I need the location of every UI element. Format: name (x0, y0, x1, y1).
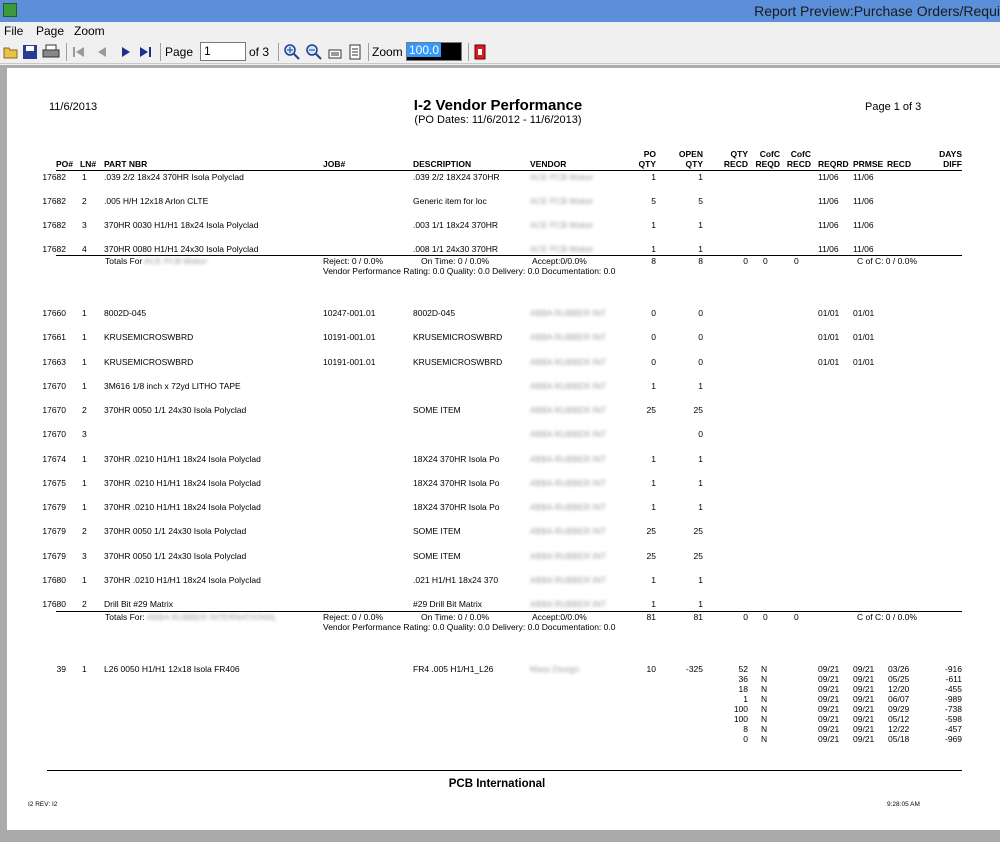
po-number: 17682 (42, 220, 66, 230)
page-number-input[interactable]: 1 (200, 42, 246, 61)
g2-qty-recd: 0 (743, 612, 748, 622)
description: 18X24 370HR Isola Po (413, 477, 500, 488)
part-number: KRUSEMICROSWBRD (104, 332, 194, 343)
col-open-qty-2: QTY (685, 159, 703, 169)
g2-cofc: C of C: 0 / 0.0% (857, 612, 917, 622)
line-number: 1 (82, 380, 87, 391)
header-rule (56, 170, 962, 171)
received-date: 12/20 (888, 684, 910, 694)
g3-po: 39 (56, 664, 66, 674)
qty-received: 100 (733, 714, 748, 724)
line-number: 2 (82, 196, 87, 206)
promise-date: 11/06 (853, 172, 874, 182)
po-number: 17679 (42, 502, 66, 512)
g1-totals-label: Totals For (105, 256, 143, 266)
reqrd-date: 09/21 (818, 724, 840, 734)
received-date: 06/07 (888, 694, 910, 704)
open-qty: 25 (693, 405, 703, 415)
promise-date: 01/01 (853, 332, 875, 343)
open-qty: 1 (698, 244, 703, 254)
cofc-required: N (761, 704, 768, 714)
qty-received: 0 (743, 734, 748, 744)
promise-date: 11/06 (853, 196, 874, 206)
vendor-name: ABBA RUBBER INT (530, 599, 607, 609)
title-bar (0, 0, 1000, 22)
line-number: 1 (82, 453, 87, 464)
line-number: 3 (82, 429, 87, 440)
promise-date: 11/06 (853, 244, 874, 254)
po-qty: 1 (651, 380, 656, 391)
g2-totals-label: Totals For: (105, 612, 145, 622)
vendor-name: ABBA RUBBER INT (530, 453, 607, 464)
promise-date: 01/01 (853, 308, 875, 318)
zoom-in-icon[interactable] (284, 44, 300, 60)
po-qty: 1 (651, 574, 656, 585)
g1-cofc-reqd: 0 (763, 256, 768, 266)
po-qty: 1 (651, 477, 656, 488)
description: Generic item for loc (413, 196, 487, 206)
reqrd-date: 01/01 (818, 356, 840, 367)
promise-date: 09/21 (853, 664, 875, 674)
report-page-label: Page 1 of 3 (865, 101, 922, 113)
line-number: 3 (82, 550, 87, 561)
po-qty: 0 (651, 356, 656, 367)
g1-rating: Vendor Performance Rating: 0.0 Quality: 0.0 Delivery: 0.0 Documentation: 0.0 (323, 266, 616, 276)
col-cofc-reqd-2: REQD (755, 159, 780, 169)
received-date: 09/29 (888, 704, 910, 714)
qty-received: 52 (738, 664, 748, 674)
open-qty: 1 (698, 220, 703, 230)
zoom-input[interactable] (406, 42, 462, 61)
menu-file[interactable]: File (4, 24, 24, 38)
g1-ontime: On Time: 0 / 0.0% (421, 256, 490, 266)
days-diff: -598 (944, 714, 962, 724)
vendor-name: ABBA RUBBER INT (530, 477, 607, 488)
po-qty: 25 (646, 526, 656, 537)
reqrd-date: 09/21 (818, 734, 840, 744)
col-qty-recd-1: QTY (730, 149, 748, 159)
col-prmse: PRMSE (853, 159, 884, 169)
next-page-icon[interactable] (120, 44, 132, 60)
part-number: .039 2/2 18x24 370HR Isola Polyclad (104, 172, 244, 182)
reqrd-date: 11/06 (818, 172, 839, 182)
footer-rule (47, 770, 962, 771)
g2-rating: Vendor Performance Rating: 0.0 Quality: 0.0 Delivery: 0.0 Documentation: 0.0 (323, 622, 616, 632)
col-cofc-reqd-1: CofC (759, 149, 780, 159)
footer-time: 9:28:05 AM (887, 801, 920, 808)
open-qty: 1 (698, 477, 703, 488)
description: SOME ITEM (413, 526, 461, 537)
vendor-name: ABBA RUBBER INT (530, 332, 607, 343)
po-number: 17680 (42, 599, 66, 609)
col-reqrd: REQRD (818, 159, 849, 169)
description: .008 1/1 24x30 370HR (413, 244, 499, 254)
open-qty: 1 (698, 380, 703, 391)
promise-date: 09/21 (853, 734, 875, 744)
g2-accept: Accept:0/0.0% (532, 612, 587, 622)
col-po: PO# (56, 159, 74, 169)
g2-cofc-recd: 0 (794, 612, 799, 622)
window-title: Report Preview:Purchase Orders/Requi (754, 3, 1000, 19)
po-qty: 1 (651, 502, 656, 512)
zoom-label: Zoom (372, 45, 403, 59)
po-number: 17670 (42, 380, 66, 391)
vendor-name: ACE PCB Maker (530, 196, 594, 206)
part-number: 370HR 0050 1/1 24x30 Isola Polyclad (104, 526, 247, 537)
reqrd-date: 01/01 (818, 308, 840, 318)
po-number: 17660 (42, 308, 66, 318)
first-page-icon[interactable] (72, 44, 86, 60)
vendor-name: ABBA RUBBER INT (530, 526, 607, 537)
po-qty: 0 (651, 308, 656, 318)
cofc-required: N (761, 714, 768, 724)
line-number: 1 (82, 308, 87, 318)
description: KRUSEMICROSWBRD (413, 332, 503, 343)
days-diff: -916 (944, 664, 962, 674)
received-date: 05/12 (888, 714, 910, 724)
description: .003 1/1 18x24 370HR (413, 220, 499, 230)
col-open-qty-1: OPEN (678, 149, 703, 159)
received-date: 12/22 (888, 724, 910, 734)
col-qty-recd-2: RECD (723, 159, 748, 169)
part-number: 3M616 1/8 inch x 72yd LITHO TAPE (104, 380, 241, 391)
col-cofc-recd-2: RECD (786, 159, 811, 169)
open-qty: 0 (698, 356, 703, 367)
job-number: 10191-001.01 (323, 332, 376, 343)
line-number: 1 (82, 502, 87, 512)
menu-bar (0, 22, 1000, 40)
g3-po-qty: 10 (646, 664, 656, 674)
open-qty: 1 (698, 172, 703, 182)
line-number: 1 (82, 477, 87, 488)
col-cofc-recd-1: CofC (790, 149, 811, 159)
open-qty: 1 (698, 502, 703, 512)
days-diff: -457 (944, 724, 962, 734)
col-po-qty-2: QTY (638, 159, 656, 169)
open-qty: 1 (698, 453, 703, 464)
menu-zoom[interactable]: Zoom (74, 24, 105, 38)
part-number: 8002D-045 (104, 308, 147, 318)
prev-page-icon[interactable] (96, 44, 108, 60)
qty-received: 1 (743, 694, 748, 704)
line-number: 2 (82, 405, 87, 415)
report-date: 11/6/2013 (49, 101, 98, 113)
reqrd-date: 11/06 (818, 196, 839, 206)
po-qty: 25 (646, 550, 656, 561)
last-page-icon[interactable] (138, 44, 152, 60)
page-label: Page (165, 45, 194, 59)
g1-open-total: 8 (698, 256, 703, 266)
qty-received: 8 (743, 724, 748, 734)
reqrd-date: 01/01 (818, 332, 840, 343)
vendor-name: ABBA RUBBER INT (530, 574, 607, 585)
vendor-name: ABBA RUBBER INT (530, 502, 607, 512)
page-width-icon[interactable] (328, 44, 342, 60)
zoom-out-icon[interactable] (306, 44, 322, 60)
vendor-name: ACE PCB Maker (530, 220, 594, 230)
po-number: 17674 (42, 453, 66, 464)
report-subtitle: (PO Dates: 11/6/2012 - 11/6/2013) (414, 114, 582, 126)
po-number: 17679 (42, 526, 66, 537)
description: 18X24 370HR Isola Po (413, 502, 500, 512)
g1-po-total: 8 (651, 256, 656, 266)
po-qty: 1 (651, 453, 656, 464)
reqrd-date: 11/06 (818, 244, 839, 254)
qty-received: 36 (738, 674, 748, 684)
g1-totals-vendor: ACE PCB Maker (144, 256, 208, 266)
promise-date: 09/21 (853, 724, 875, 734)
qty-received: 18 (738, 684, 748, 694)
reqrd-date: 11/06 (818, 220, 839, 230)
vendor-name: ABBA RUBBER INT (530, 429, 607, 440)
g1-reject: Reject: 0 / 0.0% (323, 256, 384, 266)
description: SOME ITEM (413, 405, 461, 415)
report-viewport[interactable] (0, 65, 1000, 842)
report-page (7, 68, 1000, 830)
promise-date: 09/21 (853, 674, 875, 684)
cofc-required: N (761, 674, 768, 684)
promise-date: 01/01 (853, 356, 875, 367)
po-qty: 1 (651, 599, 656, 609)
reqrd-date: 09/21 (818, 704, 840, 714)
open-qty: 0 (698, 429, 703, 440)
vendor-name: ABBA RUBBER INT (530, 380, 607, 391)
g3-part: L26 0050 H1/H1 12x18 Isola FR406 (104, 664, 240, 674)
vendor-name: ACE PCB Maker (530, 172, 594, 182)
g1-qty-recd: 0 (743, 256, 748, 266)
part-number: KRUSEMICROSWBRD (104, 356, 194, 367)
g1-cofc: C of C: 0 / 0.0% (857, 256, 917, 266)
line-number: 2 (82, 526, 87, 537)
po-number: 17682 (42, 244, 66, 254)
received-date: 05/25 (888, 674, 910, 684)
open-qty: 0 (698, 332, 703, 343)
po-number: 17682 (42, 196, 66, 206)
po-number: 17670 (42, 429, 66, 440)
days-diff: -969 (944, 734, 962, 744)
received-date: 03/26 (888, 664, 910, 674)
g2-totals-vendor: ABBA RUBBER INTERNATIONAL (147, 612, 277, 622)
reqrd-date: 09/21 (818, 674, 840, 684)
col-vendor: VENDOR (530, 159, 567, 169)
open-qty: 1 (698, 599, 703, 609)
footer-rev: I2 REV: I2 (28, 801, 58, 808)
menu-page[interactable]: Page (36, 24, 65, 38)
toolbar (0, 40, 1000, 64)
po-number: 17670 (42, 405, 66, 415)
reqrd-date: 09/21 (818, 664, 840, 674)
part-number: 370HR 0080 H1/H1 24x30 Isola Polyclad (104, 244, 259, 254)
open-qty: 1 (698, 574, 703, 585)
col-part: PART NBR (104, 159, 148, 169)
po-number: 17680 (42, 574, 66, 585)
part-number: 370HR .0210 H1/H1 18x24 Isola Polyclad (104, 453, 261, 464)
po-number: 17675 (42, 477, 66, 488)
line-number: 2 (82, 599, 87, 609)
description: SOME ITEM (413, 550, 461, 561)
part-number: 370HR .0210 H1/H1 18x24 Isola Polyclad (104, 502, 261, 512)
part-number: 370HR 0030 H1/H1 18x24 Isola Polyclad (104, 220, 259, 230)
col-days-2: DIFF (943, 159, 962, 169)
vendor-name: ACE PCB Maker (530, 244, 594, 254)
po-number: 17661 (42, 332, 66, 343)
vendor-name: ABBA RUBBER INT (530, 550, 607, 561)
g3-desc: FR4 .005 H1/H1_L26 (413, 664, 494, 674)
reqrd-date: 09/21 (818, 714, 840, 724)
description: 8002D-045 (413, 308, 456, 318)
po-qty: 1 (651, 172, 656, 182)
g2-reject: Reject: 0 / 0.0% (323, 612, 384, 622)
description: #29 Drill Bit Matrix (413, 599, 482, 609)
g2-po-total: 81 (646, 612, 656, 622)
qty-received: 100 (733, 704, 748, 714)
g3-vendor: Mass Design (530, 664, 580, 674)
cofc-required: N (761, 734, 768, 744)
open-folder-icon[interactable] (3, 44, 19, 60)
description: 18X24 370HR Isola Po (413, 453, 500, 464)
open-qty: 0 (698, 308, 703, 318)
col-ln: LN# (80, 159, 97, 169)
app-icon (3, 3, 17, 17)
g1-accept: Accept:0/0.0% (532, 256, 587, 266)
exit-icon[interactable] (474, 44, 486, 60)
part-number: 370HR .0210 H1/H1 18x24 Isola Polyclad (104, 574, 261, 585)
po-number: 17682 (42, 172, 66, 182)
po-number: 17679 (42, 550, 66, 561)
vendor-name: ABBA RUBBER INT (530, 308, 607, 318)
days-diff: -738 (944, 704, 962, 714)
po-qty: 5 (651, 196, 656, 206)
cofc-required: N (761, 694, 768, 704)
days-diff: -455 (944, 684, 962, 694)
job-number: 10191-001.01 (323, 356, 376, 367)
page-count-label: of 3 (249, 45, 270, 59)
vendor-name: ABBA RUBBER INT (530, 356, 607, 367)
g3-open-qty: -325 (685, 664, 703, 674)
zoom-value: 100.0 (409, 43, 440, 57)
col-description: DESCRIPTION (413, 159, 472, 169)
g2-cofc-reqd: 0 (763, 612, 768, 622)
po-qty: 1 (651, 244, 656, 254)
whole-page-icon[interactable] (348, 44, 362, 60)
save-disk-icon[interactable] (22, 44, 38, 60)
po-number: 17663 (42, 356, 66, 367)
g1-cofc-recd: 0 (794, 256, 799, 266)
line-number: 1 (82, 574, 87, 585)
col-days-1: DAYS (939, 149, 962, 159)
cofc-required: N (761, 684, 768, 694)
vendor-name: ABBA RUBBER INT (530, 405, 607, 415)
cofc-required: N (761, 724, 768, 734)
line-number: 4 (82, 244, 87, 254)
open-qty: 25 (693, 526, 703, 537)
col-job: JOB# (323, 159, 346, 169)
reqrd-date: 09/21 (818, 684, 840, 694)
part-number: .005 H/H 12x18 Arlon CLTE (104, 196, 209, 206)
line-number: 1 (82, 172, 87, 182)
reqrd-date: 09/21 (818, 694, 840, 704)
report-title: I-2 Vendor Performance (413, 97, 583, 114)
part-number: 370HR 0050 1/1 24x30 Isola Polyclad (104, 405, 247, 415)
description: .021 H1/H1 18x24 370 (413, 574, 499, 585)
g3-ln: 1 (82, 664, 87, 674)
days-diff: -989 (944, 694, 962, 704)
part-number: 370HR .0210 H1/H1 18x24 Isola Polyclad (104, 477, 261, 488)
line-number: 3 (82, 220, 87, 230)
col-po-qty-1: PO (643, 149, 656, 159)
description: .039 2/2 18X24 370HR (413, 172, 500, 182)
promise-date: 09/21 (853, 714, 875, 724)
line-number: 1 (82, 356, 87, 367)
days-diff: -611 (945, 674, 962, 684)
part-number: Drill Bit #29 Matrix (104, 599, 173, 609)
col-recd: RECD (887, 159, 912, 169)
received-date: 05/18 (888, 734, 910, 744)
part-number: 370HR 0050 1/1 24x30 Isola Polyclad (104, 550, 247, 561)
po-qty: 25 (646, 405, 656, 415)
description: KRUSEMICROSWBRD (413, 356, 503, 367)
po-qty: 0 (651, 332, 656, 343)
promise-date: 09/21 (853, 704, 875, 714)
open-qty: 5 (698, 196, 703, 206)
open-qty: 25 (693, 550, 703, 561)
line-number: 1 (82, 332, 87, 343)
g2-ontime: On Time: 0 / 0.0% (421, 612, 490, 622)
promise-date: 11/06 (853, 220, 874, 230)
po-qty: 1 (651, 220, 656, 230)
promise-date: 09/21 (853, 694, 875, 704)
job-number: 10247-001.01 (323, 308, 376, 318)
cofc-required: N (761, 664, 768, 674)
g2-open-total: 81 (693, 612, 703, 622)
printer-icon[interactable] (42, 44, 60, 60)
promise-date: 09/21 (853, 684, 875, 694)
footer-company: PCB International (448, 778, 546, 790)
